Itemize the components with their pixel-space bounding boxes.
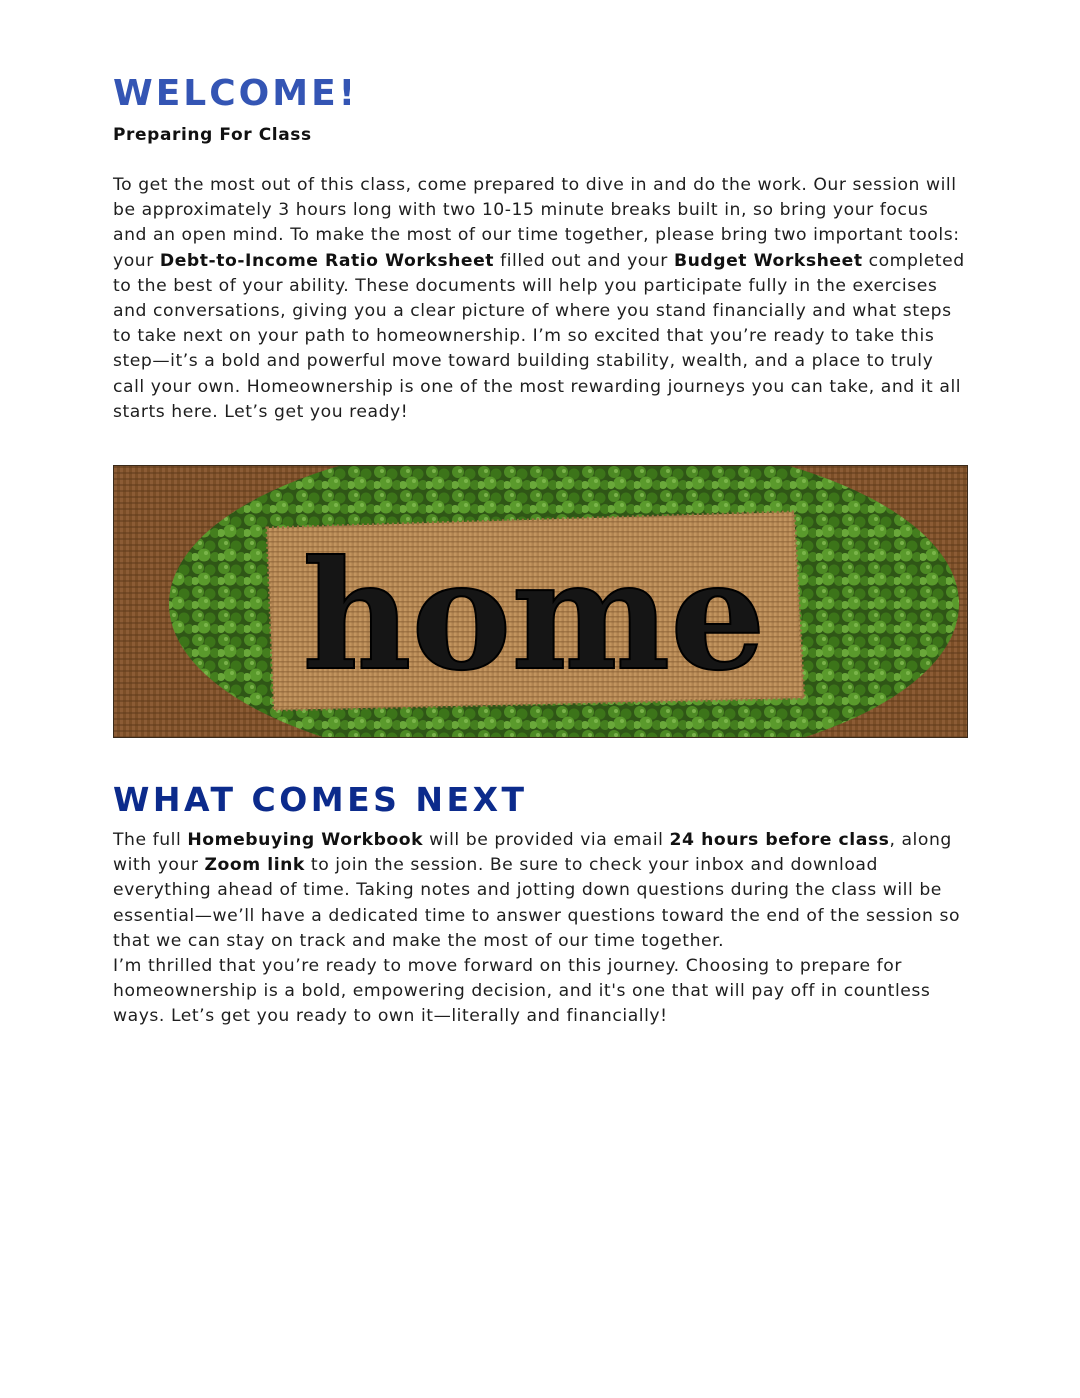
p1-text-1: To get the most out of this class, come prepared to dive in and do the work. Our session will be approximately 3 hours long with two 10-15 minute breaks built in, so bring your focus and an open mind. To make the most of our time together, please bring two important tools: your xyxy=(113,175,960,271)
dti-worksheet-bold: Debt-to-Income Ratio Worksheet xyxy=(159,250,495,271)
preparing-subheading: Preparing For Class xyxy=(113,125,312,145)
p2-text-3: , along with your xyxy=(113,830,952,876)
workbook-bold: Homebuying Workbook xyxy=(187,830,424,850)
p2-text-2: will be provided via email xyxy=(423,830,670,850)
budget-worksheet-bold: Budget Worksheet xyxy=(673,250,863,271)
what-comes-next-heading: WHAT COMES NEXT xyxy=(113,780,528,819)
zoom-link-bold: Zoom link xyxy=(204,855,305,876)
p1-text-2: filled out and your xyxy=(494,250,674,271)
welcome-heading: WELCOME! xyxy=(113,73,359,114)
p2-text-4: to join the session. Be sure to check your inbox and download everything ahead of time. Taking notes and jotting down questions during the class will be essential—we’ll have a dedicated time to answer questions toward the end of the session so that we can stay on track and make the most of our time together. xyxy=(113,855,961,951)
closing-paragraph: I’m thrilled that you’re ready to move forward on this journey. Choosing to prepare for homeownership is a bold, empowering decision, and it's one that will pay off in countless ways. Let’s get you ready to own it—literally and financially! xyxy=(113,956,931,1027)
p1-text-3: completed to the best of your ability. These documents will help you participate fully in the exercises and conversations, giving you a clear picture of where you stand financially and what steps to take next on your path to homeownership. I’m so excited that you’re ready to take this step—it’s a bold and powerful move toward building stability, wealth, and a place to truly call your own. Homeownership is one of the most rewarding journeys you can take, and it all starts here. Let’s get you ready! xyxy=(113,250,965,422)
preparing-paragraph xyxy=(113,173,968,425)
what-comes-next-paragraph xyxy=(113,828,968,954)
home-sign-photo xyxy=(113,465,968,738)
timing-bold: 24 hours before class xyxy=(669,830,890,850)
home-sign-illustration xyxy=(114,466,967,737)
p2-text-1: The full xyxy=(113,830,188,850)
home-sign-word: home xyxy=(302,528,766,704)
